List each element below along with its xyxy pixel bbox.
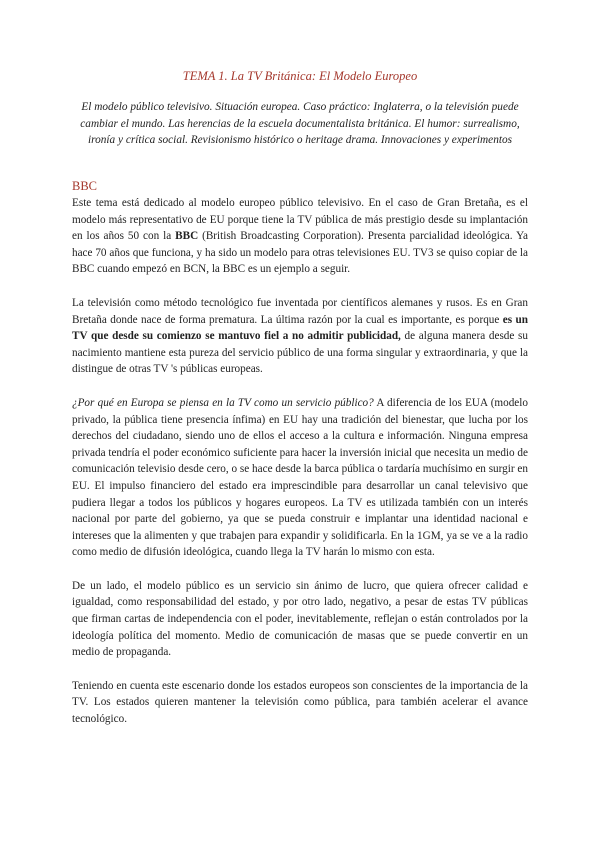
paragraph-1-bold: BBC (175, 230, 199, 243)
paragraph-5: Teniendo en cuenta este escenario donde los estados europeos son conscientes de la importancia de la TV. Los estados quieren mantener la televisión como pública, para también acelerar el avance tecnológico. (72, 679, 528, 726)
document-body (72, 195, 528, 745)
paragraph-3 (72, 395, 528, 561)
paragraph-2-text-b: de alguna manera desde su nacimiento mantiene esta pureza del servicio público de una forma singular y extraordinaria, y que la distingue de otras TV 's públicas europeas. (72, 330, 528, 376)
paragraph-3-question: ¿Por qué en Europa se piensa en la TV como un servicio público? (72, 396, 374, 409)
document-title: TEMA 1. La TV Británica: El Modelo Europeo (182, 69, 418, 83)
paragraph-4: De un lado, el modelo público es un servicio sin ánimo de lucro, que quiera ofrecer calidad e igualdad, como responsabilidad del estado, y por otro lado, negativo, a pesar de estas TV públicas que firman cartas de independencia con el poder, inevitablemente, reflejan o están controlados por la ideología política del momento. Medio de comunicación de masas que se puede convertir en un medio de propaganda. (72, 579, 528, 659)
paragraph-1 (72, 195, 528, 278)
paragraph-2 (72, 295, 528, 378)
paragraph-2-text-a: La televisión como método tecnológico fue inventada por científicos alemanes y rusos. Es en Gran Bretaña donde nace de forma prematura. La última razón por la cual es importante, es porque (72, 296, 528, 326)
paragraph-1-text-a: Este tema está dedicado al modelo europeo público televisivo. En el caso de Gran Bretaña, es el modelo más representativo de EU porque tiene la TV pública de más prestigio desde su implantación en los años 50 con la (72, 197, 528, 243)
section-title-bbc: BBC (72, 179, 98, 193)
paragraph-3-text: A diferencia de los EUA (modelo privado, la pública tiene presencia ínfima) en EU hay una tradición del bienestar, que lucha por los derechos del ciudadano, siendo uno de ellos el acceso a la cultura e información. Ninguna empresa privada tendría el poder económico suficiente para hacer la inversión inicial que necesita un medio de comunicación televisio desde cero, o se hace desde la barca pública o tardaría muchísimo en surgir en EU. El impulso financiero del estado era imprescindible para desarrollar un canal televisivo que pudiera llegar a todos los públicos y hogares europeos. La TV es utilizada también con un interés nacional por parte del gobierno, ya que se pueda construir e implantar una identidad nacional e intereses que la alimenten y que trabajen para expandir y solidificarla. En la 1GM, ya se ve a la radio como medio de difusión ideológica, cuando llega la TV harán lo mismo con esta. (72, 396, 528, 559)
document-subtitle: El modelo público televisivo. Situación europea. Caso práctico: Inglaterra, o la televisión puede cambiar el mundo. Las herencias de la escuela documentalista británica. El humor: surrealismo, ironía y crítica social. Revisionismo histórico o heritage drama. Innovaciones y experimentos (80, 101, 520, 147)
paragraph-1-text-b: (British Broadcasting Corporation). Presenta parcialidad ideológica. Ya hace 70 años que funciona, y ha sido un modelo para otras televisiones EU. TV3 se quiso copiar de la BBC cuando empezó en BCN, la BBC es un ejemplo a seguir. (72, 230, 528, 276)
paragraph-2-bold: es un TV que desde su comienzo se mantuvo fiel a no admitir publicidad, (72, 313, 528, 343)
